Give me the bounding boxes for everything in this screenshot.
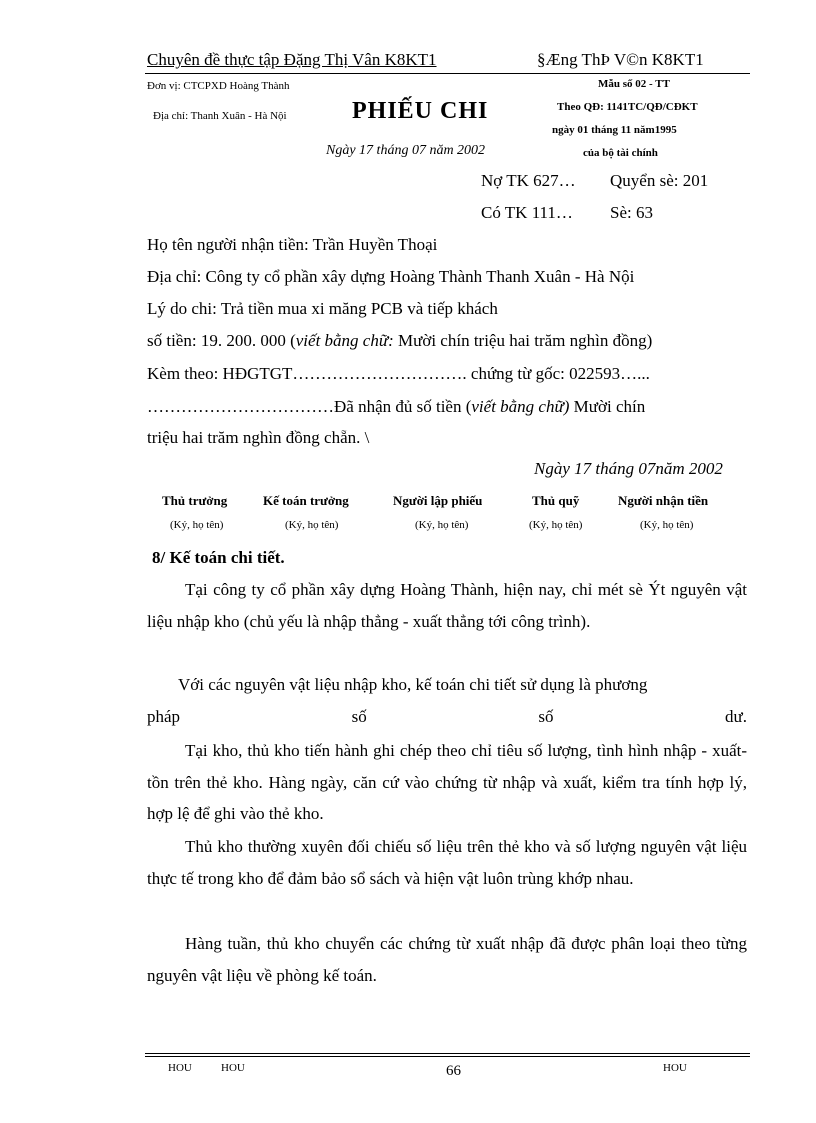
debit-account: Nợ TK 627… [481, 171, 576, 190]
running-header-left: Chuyên đề thực tập Đặng Thị Vân K8KT1 [147, 50, 437, 69]
signature-note: (Ký, họ tên) [285, 519, 339, 531]
amount-words: Mười chín triệu hai trăm nghìn đồng) [393, 331, 653, 350]
voucher-address: Địa chỉ: Thanh Xuân - Hà Nội [153, 110, 287, 122]
decision-line-3: của bộ tài chính [583, 147, 658, 159]
footer-right: HOU [663, 1062, 687, 1074]
paragraph: Hàng tuần, thủ kho chuyển các chứng từ xuất nhập đã được phân loại theo từng nguyên vật liệu về phòng kế toán. [147, 934, 747, 985]
payment-reason: Lý do chi: Trả tiền mua xi măng PCB và tiếp khách [147, 299, 498, 318]
footer-left-2: HOU [221, 1062, 245, 1074]
book-number: Quyển sè: 201 [610, 171, 709, 190]
signature-note: (Ký, họ tên) [415, 519, 469, 531]
running-header [147, 50, 704, 70]
word: số [538, 707, 554, 726]
decision-line-2: ngày 01 tháng 11 năm1995 [552, 124, 677, 136]
signature-role: Người lập phiếu [393, 493, 483, 508]
paragraph-line: Với các nguyên vật liệu nhập kho, kế toán chi tiết sử dụng là phương [178, 675, 648, 694]
payee-address: Địa chỉ: Công ty cổ phần xây dựng Hoàng Thành Thanh Xuân - Hà Nội [147, 267, 635, 286]
amount-prefix: số tiền: 19. 200. 000 ( [147, 331, 296, 350]
voucher-unit: Đơn vị: CTCPXD Hoàng Thành [147, 80, 290, 92]
paragraph: Thủ kho thường xuyên đối chiếu số liệu trên thẻ kho và số lượng nguyên vật liệu thực tế trong kho để đảm bảo sổ sách và hiện vật luôn trùng khớp nhau. [147, 837, 747, 888]
voucher-number: Sè: 63 [610, 203, 653, 222]
received-line-2: triệu hai trăm nghìn đồng chẵn. \ [147, 428, 370, 447]
footer-left-1: HOU [168, 1062, 192, 1074]
header-rule [145, 73, 750, 74]
paragraph: Tại công ty cổ phần xây dựng Hoàng Thành, hiện nay, chỉ mét sè Ýt nguyên vật liệu nhập kho (chủ yếu là nhập thẳng - xuất thẳng tới công trình). [147, 580, 747, 631]
section-heading: 8/ Kế toán chi tiết. [152, 548, 285, 567]
payee-name: Họ tên người nhận tiền: Trần Huyền Thoại [147, 235, 438, 254]
voucher-date: Ngày 17 tháng 07 năm 2002 [326, 143, 486, 158]
credit-account: Có TK 111… [481, 203, 573, 222]
received-line [147, 397, 645, 417]
amount-line [147, 331, 652, 351]
page-number: 66 [446, 1063, 461, 1079]
signature-role: Người nhận tiền [618, 493, 709, 508]
signature-role: Kế toán trưởng [263, 493, 349, 508]
signature-role: Thủ quỹ [532, 493, 580, 508]
signature-note: (Ký, họ tên) [640, 519, 694, 531]
signature-note: (Ký, họ tên) [170, 519, 224, 531]
signature-date: Ngày 17 tháng 07năm 2002 [534, 459, 723, 478]
paragraph-line-justified [147, 707, 747, 727]
word: dư. [725, 707, 747, 726]
running-header-right: §Æng ThÞ V©n K8KT1 [537, 50, 704, 69]
received-words: Mười chín [569, 397, 646, 416]
voucher-title: PHIẾU CHI [352, 98, 489, 124]
footer-rule [145, 1053, 750, 1054]
received-words-label: viết bằng chữ) [471, 397, 570, 416]
signature-role: Thủ trưởng [162, 493, 228, 508]
received-prefix: ……………………………Đã nhận đủ số tiền ( [147, 397, 472, 416]
form-number: Mẫu số 02 - TT [598, 78, 670, 90]
word: số [351, 707, 367, 726]
decision-line-1: Theo QĐ: 1141TC/QĐ/CĐKT [557, 101, 698, 113]
attached-documents: Kèm theo: HĐGTGT…………………………. chứng từ gốc: 022593…... [147, 364, 650, 383]
footer-rule [145, 1056, 750, 1057]
amount-words-label: viết bằng chữ: [295, 331, 394, 350]
signature-note: (Ký, họ tên) [529, 519, 583, 531]
word: pháp [147, 707, 181, 726]
paragraph: Tại kho, thủ kho tiến hành ghi chép theo chỉ tiêu số lượng, tình hình nhập - xuất- tồn trên thẻ kho. Hàng ngày, căn cứ vào chứng từ nhập và xuất, kiểm tra tính hợp lý, hợp lệ để ghi vào thẻ kho. [147, 741, 747, 823]
